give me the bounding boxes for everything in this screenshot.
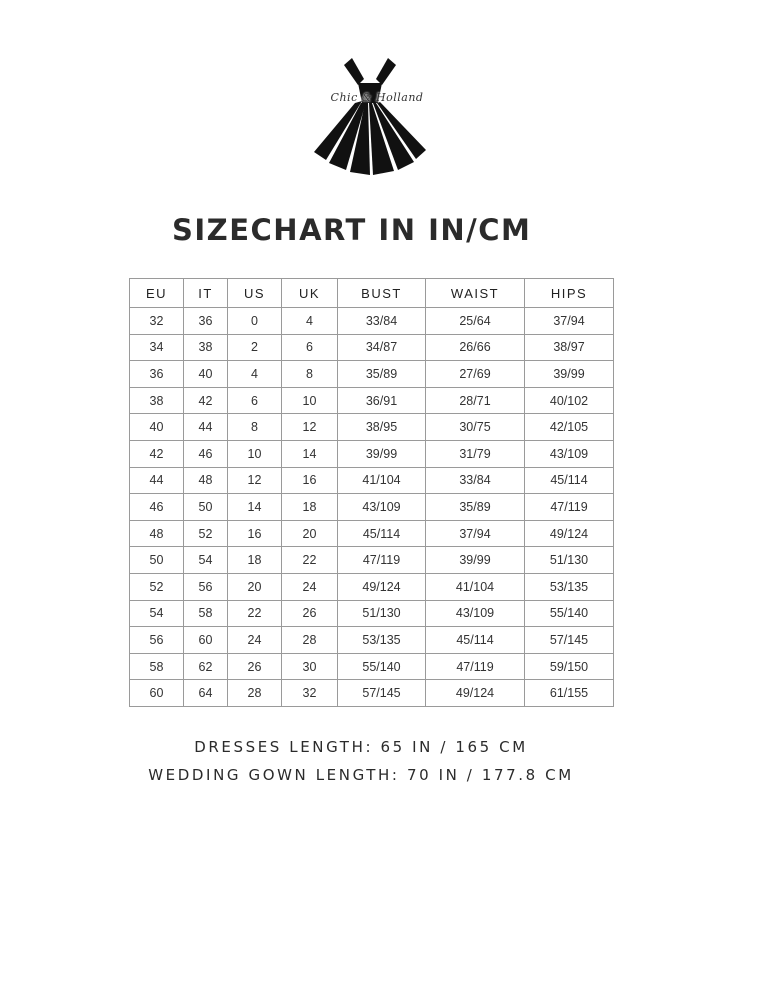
table-cell-bust: 53/135 [338,627,426,654]
table-cell-bust: 36/91 [338,387,426,414]
table-cell-hips: 47/119 [525,494,614,521]
table-row [130,680,614,707]
wedding-gown-length-note: WEDDING GOWN LENGTH: 70 IN / 177.8 CM [148,766,574,784]
table-cell-us: 28 [228,680,282,707]
table-cell-waist: 33/84 [426,467,525,494]
table-cell-bust: 45/114 [338,520,426,547]
table-cell-eu: 40 [130,414,184,441]
table-cell-hips: 61/155 [525,680,614,707]
table-cell-eu: 48 [130,520,184,547]
column-header-bust: BUST [338,279,426,308]
table-cell-it: 54 [184,547,228,574]
dress-logo-icon [308,55,432,177]
table-cell-us: 24 [228,627,282,654]
table-cell-uk: 30 [282,653,338,680]
table-cell-waist: 39/99 [426,547,525,574]
table-cell-eu: 56 [130,627,184,654]
table-cell-bust: 51/130 [338,600,426,627]
table-cell-it: 64 [184,680,228,707]
size-chart-body [130,308,614,707]
table-row [130,627,614,654]
table-cell-hips: 43/109 [525,440,614,467]
table-row [130,494,614,521]
table-cell-us: 22 [228,600,282,627]
table-cell-us: 0 [228,308,282,335]
table-row [130,387,614,414]
table-cell-eu: 32 [130,308,184,335]
table-cell-waist: 26/66 [426,334,525,361]
table-cell-hips: 42/105 [525,414,614,441]
table-cell-waist: 25/64 [426,308,525,335]
table-row [130,547,614,574]
table-cell-us: 2 [228,334,282,361]
column-header-waist: WAIST [426,279,525,308]
column-header-hips: HIPS [525,279,614,308]
table-cell-us: 6 [228,387,282,414]
table-cell-eu: 58 [130,653,184,680]
table-row [130,361,614,388]
table-cell-it: 50 [184,494,228,521]
table-cell-us: 16 [228,520,282,547]
table-row [130,414,614,441]
table-cell-bust: 49/124 [338,573,426,600]
table-cell-hips: 39/99 [525,361,614,388]
table-cell-it: 58 [184,600,228,627]
table-cell-hips: 45/114 [525,467,614,494]
table-cell-it: 44 [184,414,228,441]
table-cell-waist: 28/71 [426,387,525,414]
table-cell-eu: 54 [130,600,184,627]
header-row [130,279,614,308]
column-header-uk: UK [282,279,338,308]
table-cell-hips: 38/97 [525,334,614,361]
table-cell-hips: 51/130 [525,547,614,574]
table-cell-it: 40 [184,361,228,388]
table-row [130,520,614,547]
table-cell-it: 38 [184,334,228,361]
table-cell-waist: 41/104 [426,573,525,600]
brand-logo [308,55,432,177]
table-cell-us: 18 [228,547,282,574]
page-title: SIZECHART IN IN/CM [172,213,532,247]
table-cell-hips: 49/124 [525,520,614,547]
table-row [130,573,614,600]
table-cell-waist: 30/75 [426,414,525,441]
table-row [130,467,614,494]
table-cell-us: 10 [228,440,282,467]
table-cell-bust: 35/89 [338,361,426,388]
table-row [130,440,614,467]
table-cell-waist: 43/109 [426,600,525,627]
table-cell-us: 20 [228,573,282,600]
table-cell-uk: 28 [282,627,338,654]
table-cell-uk: 22 [282,547,338,574]
table-cell-it: 46 [184,440,228,467]
column-header-eu: EU [130,279,184,308]
column-header-it: IT [184,279,228,308]
table-cell-eu: 36 [130,361,184,388]
table-cell-waist: 37/94 [426,520,525,547]
table-cell-waist: 27/69 [426,361,525,388]
column-header-us: US [228,279,282,308]
table-cell-waist: 47/119 [426,653,525,680]
table-cell-us: 12 [228,467,282,494]
table-cell-waist: 35/89 [426,494,525,521]
table-cell-bust: 55/140 [338,653,426,680]
table-cell-uk: 18 [282,494,338,521]
table-row [130,308,614,335]
table-cell-hips: 59/150 [525,653,614,680]
table-cell-it: 56 [184,573,228,600]
table-cell-uk: 14 [282,440,338,467]
table-cell-hips: 55/140 [525,600,614,627]
table-row [130,334,614,361]
table-cell-uk: 8 [282,361,338,388]
table-cell-eu: 34 [130,334,184,361]
table-cell-bust: 43/109 [338,494,426,521]
table-cell-waist: 31/79 [426,440,525,467]
dresses-length-note: DRESSES LENGTH: 65 IN / 165 CM [194,738,528,756]
table-cell-eu: 52 [130,573,184,600]
table-cell-bust: 33/84 [338,308,426,335]
table-cell-uk: 4 [282,308,338,335]
table-cell-eu: 50 [130,547,184,574]
table-cell-uk: 26 [282,600,338,627]
table-cell-uk: 6 [282,334,338,361]
table-cell-uk: 32 [282,680,338,707]
table-row [130,653,614,680]
table-cell-uk: 10 [282,387,338,414]
table-cell-it: 36 [184,308,228,335]
table-cell-it: 48 [184,467,228,494]
table-cell-hips: 40/102 [525,387,614,414]
table-cell-eu: 46 [130,494,184,521]
table-cell-us: 8 [228,414,282,441]
table-cell-eu: 38 [130,387,184,414]
table-cell-waist: 45/114 [426,627,525,654]
table-cell-eu: 42 [130,440,184,467]
table-cell-hips: 37/94 [525,308,614,335]
table-cell-bust: 38/95 [338,414,426,441]
table-cell-bust: 57/145 [338,680,426,707]
table-cell-bust: 39/99 [338,440,426,467]
table-cell-hips: 57/145 [525,627,614,654]
table-cell-uk: 20 [282,520,338,547]
table-cell-us: 26 [228,653,282,680]
size-chart-header [130,279,614,308]
table-cell-uk: 12 [282,414,338,441]
table-cell-uk: 16 [282,467,338,494]
table-cell-it: 52 [184,520,228,547]
table-cell-eu: 44 [130,467,184,494]
table-row [130,600,614,627]
table-cell-it: 62 [184,653,228,680]
table-cell-us: 14 [228,494,282,521]
table-cell-hips: 53/135 [525,573,614,600]
table-cell-uk: 24 [282,573,338,600]
table-cell-eu: 60 [130,680,184,707]
table-cell-it: 60 [184,627,228,654]
table-cell-us: 4 [228,361,282,388]
logo-wordmark: Chic & Holland [330,91,424,104]
table-cell-bust: 47/119 [338,547,426,574]
table-cell-bust: 41/104 [338,467,426,494]
size-chart-table [129,278,614,707]
table-cell-it: 42 [184,387,228,414]
table-cell-bust: 34/87 [338,334,426,361]
table-cell-waist: 49/124 [426,680,525,707]
